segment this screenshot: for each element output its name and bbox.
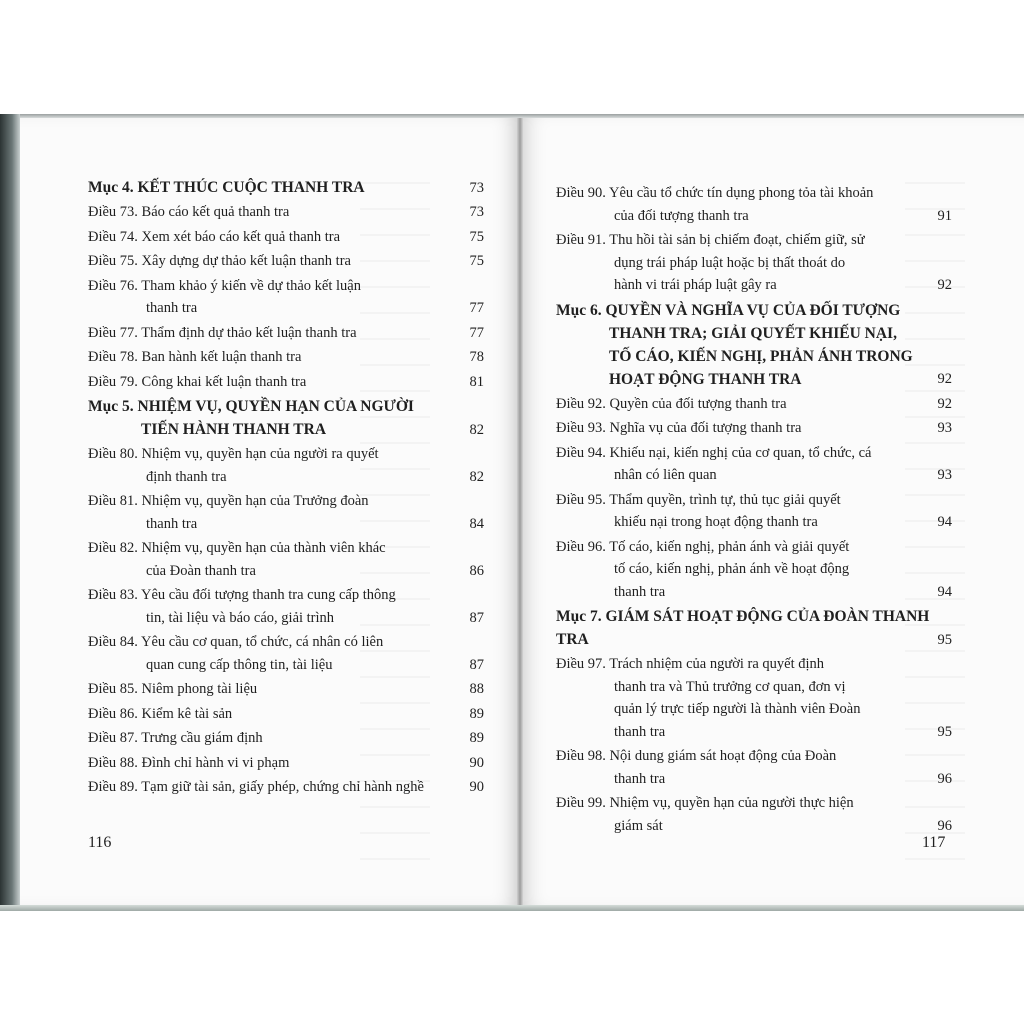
- toc-page-number: 77: [469, 324, 484, 341]
- toc-page-number: 92: [937, 277, 952, 293]
- entry-title-line: thanh tra: [614, 770, 666, 787]
- entry-title-line: nhân có liên quan: [614, 467, 717, 483]
- toc-entry: [88, 201, 484, 224]
- entry-title-line: Điều 92. Quyền của đối tượng thanh tra: [556, 395, 787, 412]
- toc-page-number: 88: [469, 681, 484, 697]
- toc-entry: [88, 275, 484, 320]
- toc-entry: [556, 417, 952, 440]
- toc-section-heading: [556, 605, 952, 651]
- section-title-line: Mục 4. KẾT THÚC CUỘC THANH TRA: [88, 179, 365, 196]
- toc-page-number: 95: [937, 723, 952, 740]
- toc-entry: [556, 182, 952, 227]
- toc-page-number: 87: [469, 656, 484, 673]
- toc-entry: [88, 678, 484, 701]
- toc-page-number: 73: [469, 179, 484, 196]
- toc-entry: [88, 443, 484, 488]
- toc-page-number: 84: [469, 515, 484, 532]
- toc-page-number: 89: [469, 705, 484, 722]
- entry-title-line: Điều 99. Nhiệm vụ, quyền hạn của người thực hiện: [556, 795, 854, 811]
- table-of-contents-right: [556, 182, 952, 839]
- entry-title-line: Điều 85. Niêm phong tài liệu: [88, 681, 258, 697]
- toc-entry: [88, 490, 484, 535]
- entry-title-line: thanh tra: [614, 583, 666, 600]
- toc-entry: [556, 792, 952, 837]
- section-title-line: Mục 7. GIÁM SÁT HOẠT ĐỘNG CỦA ĐOÀN THANH TRA: [556, 608, 930, 648]
- section-title-line: Mục 6. QUYỀN VÀ NGHĨA VỤ CỦA ĐỐI TƯỢNG: [556, 301, 901, 319]
- section-title-line: TỐ CÁO, KIẾN NGHỊ, PHẢN ÁNH TRONG: [609, 347, 913, 365]
- toc-page-number: 73: [469, 204, 484, 220]
- entry-title-line: tin, tài liệu và báo cáo, giải trình: [146, 609, 335, 626]
- toc-entry: [88, 371, 484, 394]
- entry-title-line: Điều 88. Đình chỉ hành vi vi phạm: [88, 754, 290, 771]
- entry-title-line: thanh tra: [614, 723, 666, 740]
- toc-page-number: 89: [469, 730, 484, 746]
- toc-entry: [556, 442, 952, 487]
- entry-title-line: giám sát: [614, 817, 663, 834]
- section-title-line: HOẠT ĐỘNG THANH TRA: [609, 370, 802, 388]
- toc-entry: [88, 584, 484, 629]
- toc-page-number: 90: [469, 779, 484, 795]
- toc-entry: [88, 631, 484, 676]
- toc-entry: [88, 250, 484, 273]
- toc-page-number: 91: [937, 207, 952, 224]
- entry-title-line: Điều 77. Thẩm định dự thảo kết luận thanh tra: [88, 324, 357, 341]
- page-number-left: 116: [88, 834, 112, 851]
- toc-entry: [88, 537, 484, 582]
- entry-title-line: Điều 98. Nội dung giám sát hoạt động của Đoàn: [556, 748, 837, 764]
- table-of-contents-left: [88, 176, 484, 801]
- page-number-right: 117: [922, 834, 946, 851]
- entry-title-line: Điều 81. Nhiệm vụ, quyền hạn của Trưởng đoàn: [88, 493, 369, 509]
- entry-title-line: Điều 90. Yêu cầu tổ chức tín dụng phong tỏa tài khoản: [556, 185, 874, 201]
- entry-title-line: thanh tra: [146, 300, 198, 316]
- entry-title-line: Điều 91. Thu hồi tài sản bị chiếm đoạt, chiếm giữ, sử: [556, 232, 865, 248]
- entry-title-line: Điều 87. Trưng cầu giám định: [88, 730, 263, 746]
- toc-entry: [556, 745, 952, 790]
- entry-title-line: Điều 82. Nhiệm vụ, quyền hạn của thành viên khác: [88, 540, 386, 556]
- entry-title-line: Điều 75. Xây dựng dự thảo kết luận thanh tra: [88, 253, 351, 269]
- entry-title-line: Điều 94. Khiếu nại, kiến nghị của cơ quan, tổ chức, cá: [556, 444, 872, 461]
- toc-entry: [556, 229, 952, 297]
- entry-title-line: Điều 83. Yêu cầu đối tượng thanh tra cung cấp thông: [88, 587, 396, 603]
- entry-title-line: hành vi trái pháp luật gây ra: [614, 277, 777, 293]
- toc-section-heading: [88, 395, 484, 441]
- entry-title-line: của Đoàn thanh tra: [146, 562, 256, 579]
- entry-title-line: Điều 78. Ban hành kết luận thanh tra: [88, 349, 302, 365]
- entry-title-line: Điều 80. Nhiệm vụ, quyền hạn của người ra quyết: [88, 446, 379, 462]
- toc-page-number: 92: [937, 371, 952, 387]
- toc-entry: [88, 752, 484, 775]
- entry-title-line: Điều 84. Yêu cầu cơ quan, tổ chức, cá nhân có liên: [88, 634, 384, 650]
- entry-title-line: định thanh tra: [146, 468, 227, 485]
- entry-title-line: Điều 79. Công khai kết luận thanh tra: [88, 373, 307, 390]
- toc-page-number: 93: [937, 420, 952, 436]
- page-edge-bottom: [0, 905, 1024, 911]
- toc-page-number: 96: [937, 770, 952, 787]
- toc-page-number: 82: [469, 421, 484, 438]
- toc-entry: [556, 393, 952, 416]
- toc-entry: [88, 346, 484, 369]
- entry-title-line: Điều 97. Trách nhiệm của người ra quyết định: [556, 656, 825, 672]
- book-edge-left: [0, 114, 20, 911]
- toc-page-number: 78: [469, 349, 484, 365]
- toc-page-number: 94: [937, 583, 952, 600]
- entry-title-line: thanh tra: [146, 515, 198, 532]
- entry-title-line: quản lý trực tiếp người là thành viên Đoàn: [614, 701, 861, 717]
- toc-entry: [88, 703, 484, 726]
- toc-entry: [88, 322, 484, 345]
- toc-entry: [556, 653, 952, 743]
- entry-title-line: thanh tra và Thủ trưởng cơ quan, đơn vị: [614, 678, 846, 695]
- toc-entry: [88, 776, 484, 799]
- book-gutter: [517, 118, 523, 905]
- entry-title-line: tố cáo, kiến nghị, phản ánh về hoạt động: [614, 561, 850, 577]
- entry-title-line: Điều 96. Tố cáo, kiến nghị, phản ánh và giải quyết: [556, 538, 850, 555]
- section-title-line: THANH TRA; GIẢI QUYẾT KHIẾU NẠI,: [609, 324, 897, 342]
- toc-entry: [88, 727, 484, 750]
- toc-page-number: 93: [937, 467, 952, 483]
- toc-page-number: 90: [469, 754, 484, 771]
- entry-title-line: Điều 89. Tạm giữ tài sản, giấy phép, chứng chỉ hành nghề: [88, 779, 424, 795]
- toc-page-number: 94: [937, 514, 952, 530]
- entry-title-line: Điều 76. Tham khảo ý kiến về dự thảo kết luận: [88, 277, 361, 294]
- entry-title-line: Điều 73. Báo cáo kết quả thanh tra: [88, 204, 290, 220]
- entry-title-line: Điều 74. Xem xét báo cáo kết quả thanh tra: [88, 228, 341, 245]
- toc-page-number: 95: [937, 631, 952, 648]
- entry-title-line: Điều 95. Thẩm quyền, trình tự, thủ tục giải quyết: [556, 491, 841, 508]
- toc-page-number: 87: [469, 609, 484, 626]
- toc-page-number: 86: [469, 562, 484, 579]
- toc-entry: [88, 226, 484, 249]
- toc-section-heading: [556, 299, 952, 391]
- toc-page-number: 75: [469, 228, 484, 245]
- toc-page-number: 81: [469, 373, 484, 390]
- section-title-line: Mục 5. NHIỆM VỤ, QUYỀN HẠN CỦA NGƯỜI: [88, 398, 414, 415]
- toc-page-number: 96: [937, 817, 952, 834]
- entry-title-line: Điều 93. Nghĩa vụ của đối tượng thanh tra: [556, 420, 802, 436]
- toc-entry: [556, 489, 952, 534]
- toc-page-number: 77: [469, 300, 484, 316]
- entry-title-line: dụng trái pháp luật hoặc bị thất thoát do: [614, 254, 846, 271]
- entry-title-line: khiếu nại trong hoạt động thanh tra: [614, 514, 818, 530]
- entry-title-line: quan cung cấp thông tin, tài liệu: [146, 656, 333, 673]
- entry-title-line: của đối tượng thanh tra: [614, 207, 749, 224]
- toc-page-number: 82: [469, 468, 484, 485]
- toc-section-heading: [88, 176, 484, 199]
- section-title-line: TIẾN HÀNH THANH TRA: [141, 421, 327, 438]
- toc-entry: [556, 536, 952, 604]
- toc-page-number: 75: [469, 253, 484, 269]
- toc-page-number: 92: [937, 395, 952, 412]
- entry-title-line: Điều 86. Kiểm kê tài sản: [88, 705, 233, 722]
